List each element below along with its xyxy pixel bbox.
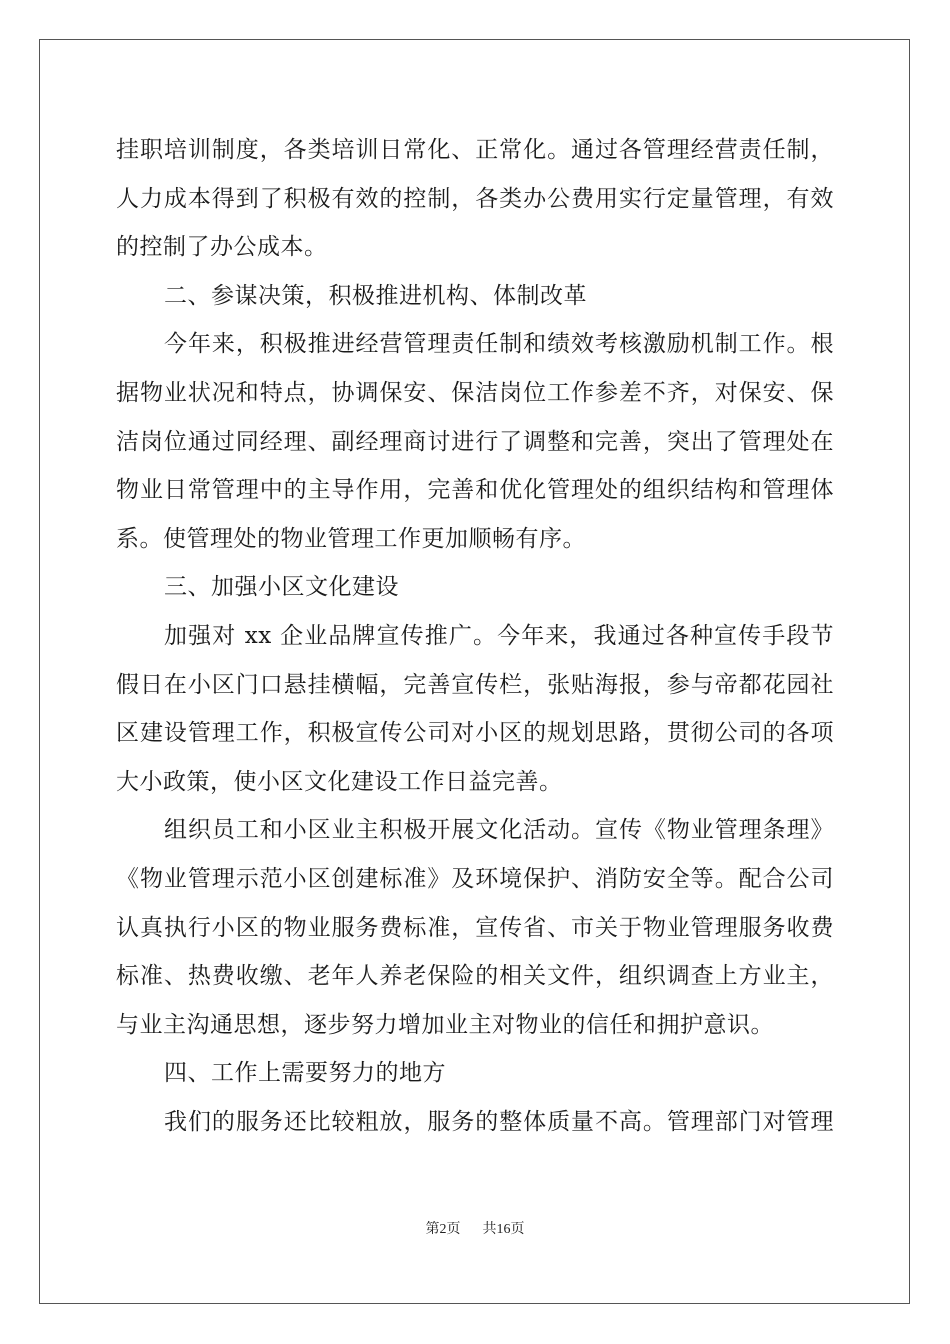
text-line: 系。使管理处的物业管理工作更加顺畅有序。 (116, 525, 586, 552)
text-line: 三、加强小区文化建设 (164, 574, 399, 601)
text-line: 加强对 xx 企业品牌宣传推广。今年来，我通过各种宣传手段节 (164, 622, 834, 649)
page-total: 共16页 (482, 1222, 525, 1237)
text-line: 挂职培训制度，各类培训日常化、正常化。通过各管理经营责任制， (116, 137, 834, 163)
document-body (116, 126, 834, 1146)
text-line: 大小政策，使小区文化建设工作日益完善。 (116, 768, 563, 795)
text-line: 假日在小区门口悬挂横幅，完善宣传栏，张贴海报，参与帝都花园社 (116, 671, 834, 698)
text-line: 认真执行小区的物业服务费标准，宣传省、市关于物业管理服务收费 (116, 914, 834, 941)
text-line: 人力成本得到了积极有效的控制，各类办公费用实行定量管理，有效 (116, 185, 834, 212)
text-line: 四、工作上需要努力的地方 (164, 1060, 446, 1087)
text-line: 的控制了办公成本。 (116, 234, 328, 261)
text-line: 组织员工和小区业主积极开展文化活动。宣传《物业管理条理》 (164, 817, 834, 844)
text-line: 区建设管理工作，积极宣传公司对小区的规划思路，贯彻公司的各项 (116, 720, 834, 747)
text-line: 我们的服务还比较粗放，服务的整体质量不高。管理部门对管理 (164, 1108, 834, 1135)
text-line: 据物业状况和特点，协调保安、保洁岗位工作参差不齐，对保安、保 (116, 379, 834, 406)
page-footer (0, 1218, 950, 1238)
text-line: 物业日常管理中的主导作用，完善和优化管理处的组织结构和管理体 (116, 477, 834, 504)
text-line: 洁岗位通过同经理、副经理商讨进行了调整和完善，突出了管理处在 (116, 428, 834, 455)
text-line: 与业主沟通思想，逐步努力增加业主对物业的信任和拥护意识。 (116, 1011, 774, 1038)
text-line: 《物业管理示范小区创建标准》及环境保护、消防安全等。配合公司 (116, 865, 834, 892)
text-line: 二、参谋决策，积极推进机构、体制改革 (164, 282, 587, 309)
page-number: 第2页 (425, 1222, 461, 1237)
text-line: 今年来，积极推进经营管理责任制和绩效考核激励机制工作。根 (164, 331, 834, 358)
text-line: 标准、热费收缴、老年人养老保险的相关文件，组织调查上方业主， (116, 963, 834, 990)
